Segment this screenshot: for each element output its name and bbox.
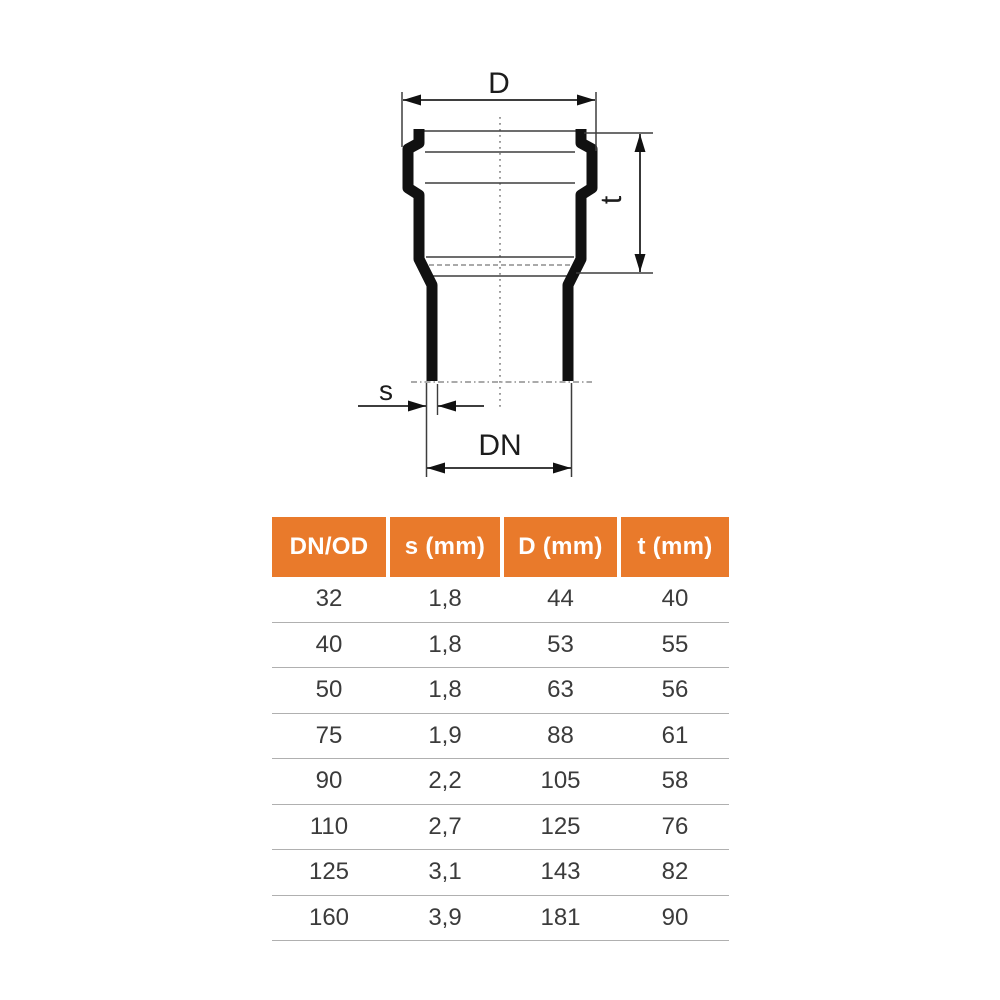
table-cell: 160 [308, 903, 350, 931]
table-cell: 63 [547, 676, 574, 704]
table-cell: 2,2 [428, 767, 462, 795]
socket-inner-lines [424, 131, 576, 276]
table-row [272, 759, 729, 805]
table-cell: 75 [315, 721, 343, 749]
dimension-t-label: t [595, 195, 628, 205]
table-row [272, 577, 729, 623]
s-arrow-right [438, 401, 456, 412]
table-cell: 181 [540, 903, 581, 931]
spec-table-body [272, 577, 729, 941]
table-cell: 125 [308, 858, 350, 886]
table-cell: 110 [309, 812, 349, 840]
table-cell: 90 [661, 903, 689, 931]
d-arrow-left [403, 95, 421, 106]
header-cell-t: t (mm) [621, 517, 729, 577]
dn-arrow-right [553, 463, 571, 474]
d-arrow-right [577, 95, 595, 106]
dimension-d-label: D [488, 67, 510, 100]
table-row [272, 668, 729, 714]
table-cell: 61 [661, 721, 689, 749]
socket-wall-left [408, 129, 432, 381]
spec-table [272, 517, 729, 941]
table-row [272, 850, 729, 896]
table-cell: 1,8 [428, 630, 462, 658]
table-cell: 143 [540, 858, 581, 886]
table-cell: 1,8 [428, 585, 462, 613]
table-cell: 44 [547, 585, 574, 613]
s-arrow-left [408, 401, 426, 412]
header-cell-d: D (mm) [504, 517, 617, 577]
table-cell: 56 [661, 676, 689, 704]
table-cell: 76 [661, 812, 689, 840]
dn-arrow-left [427, 463, 445, 474]
table-cell: 40 [661, 585, 689, 613]
table-cell: 88 [547, 721, 574, 749]
table-cell: 50 [315, 676, 343, 704]
table-row [272, 714, 729, 760]
socket-wall-right [568, 129, 592, 381]
table-cell: 32 [315, 585, 343, 613]
table-cell: 105 [540, 767, 581, 795]
table-cell: 1,9 [428, 721, 462, 749]
table-cell: 40 [315, 630, 343, 658]
table-cell: 82 [661, 858, 689, 886]
table-cell: 53 [547, 630, 574, 658]
table-cell: 90 [315, 767, 343, 795]
header-cell-dn-od: DN/OD [272, 517, 386, 577]
table-cell: 2,7 [428, 812, 462, 840]
table-cell: 3,1 [428, 858, 462, 886]
table-cell: 1,8 [428, 676, 462, 704]
table-row [272, 896, 729, 942]
t-arrow-top [635, 134, 646, 152]
table-row [272, 623, 729, 669]
header-cell-s: s (mm) [390, 517, 500, 577]
table-row [272, 805, 729, 851]
table-cell: 3,9 [428, 903, 462, 931]
table-cell: 58 [661, 767, 689, 795]
dimension-dn-label: DN [478, 429, 522, 462]
table-cell: 125 [540, 812, 581, 840]
dimension-s-label: s [379, 375, 393, 406]
t-arrow-bottom [635, 254, 646, 272]
spec-table-header [272, 517, 729, 577]
table-cell: 55 [661, 630, 689, 658]
